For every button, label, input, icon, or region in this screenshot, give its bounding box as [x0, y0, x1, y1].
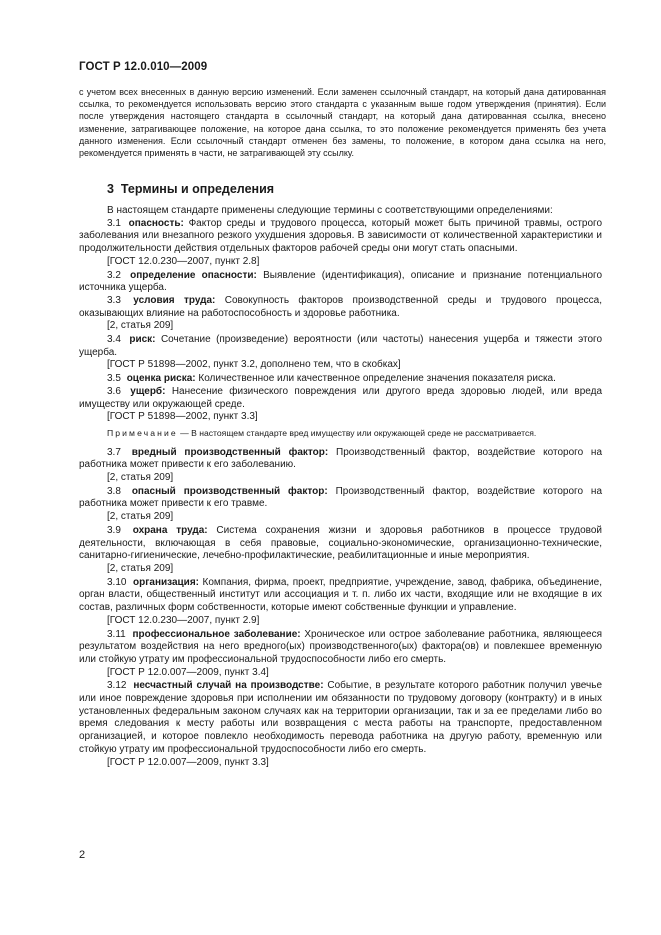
document-header: ГОСТ Р 12.0.010—2009	[79, 61, 208, 73]
term-definition: Нанесение физического повреждения или другого вреда здоровью людей, или вреда имуществу или окружающей среде.	[79, 385, 603, 410]
term-name: ущерб:	[130, 385, 166, 397]
term-name: опасный производственный фактор:	[131, 485, 328, 497]
term-name: вредный производственный фактор:	[131, 446, 329, 458]
term-source: [2, статья 209]	[107, 562, 174, 574]
term-name: условия труда:	[133, 294, 216, 306]
term-entry	[79, 386, 602, 411]
term-entry	[79, 525, 602, 563]
term-name: опасность:	[128, 217, 184, 229]
term-source: [2, статья 209]	[107, 472, 174, 484]
term-number: 3.8	[107, 485, 121, 497]
term-number: 3.7	[107, 446, 121, 458]
term-source: [ГОСТ 12.0.230—2007, пункт 2.8]	[107, 255, 260, 267]
term-definition: Хроническое или острое заболевание работника, являющееся результатом воздействия на него вредного(ых) производственного(ых) фактора(ов) и повлекшее временную или стойкую утрату им профессиональной трудоспособности либо его смерть.	[79, 628, 602, 665]
term-definition: Событие, в результате которого работник получил увечье или иное повреждение здоровья при исполнении им обязанности по трудовому договору (контракту) и в иных установленных федеральным законом случаях как на территории организации, так и за ее пределами либо во время следования к месту работы или возвращения с места работы на транспорте, предоставленном организацией, и которое повлекло необходимость перевода работника на другую работу, временную или стойкую утрату им профессиональной трудоспособности либо его смерть.	[79, 680, 603, 755]
term-definition: Фактор среды и трудового процесса, который может быть причиной травмы, острого заболевания или внезапного резкого ухудшения здоровья. В зависимости от количественной характеристики и продолжительности действия отдельных факторов рабочей среды они могут стать опасными.	[79, 217, 603, 255]
term-entry	[79, 373, 602, 386]
section-number: 3	[107, 182, 114, 196]
term-number: 3.9	[107, 524, 121, 536]
term-definition: Производственный фактор, воздействие которого на работника может привести к его заболеванию.	[79, 446, 603, 471]
term-number: 3.10	[107, 576, 127, 588]
term-name: организация:	[133, 576, 199, 588]
term-name: риск:	[129, 334, 156, 346]
term-source: [ГОСТ Р 12.0.007—2009, пункт 3.3]	[107, 756, 269, 768]
term-source: [2, статья 209]	[107, 511, 174, 523]
term-source: [ГОСТ 12.0.230—2007, пункт 2.9]	[107, 614, 260, 626]
term-name: оценка риска:	[126, 373, 196, 385]
term-definition: Компания, фирма, проект, предприятие, учреждение, завод, фабрика, объединение, орган власти, общественный институт или ассоциация и т. п. либо их части, входящие или не входящие в их состав, различных форм собственности, которые имеют собственные функции и управление.	[79, 576, 602, 614]
term-number: 3.1	[107, 217, 121, 229]
page-number: 2	[79, 849, 86, 861]
term-source: [ГОСТ Р 12.0.007—2009, пункт 3.4]	[107, 666, 269, 678]
term-source: [2, статья 209]	[107, 320, 174, 332]
term-number: 3.2	[107, 269, 121, 281]
term-name: несчастный случай на производстве:	[133, 680, 324, 692]
intro-text: с учетом всех внесенных в данную версию изменений. Если заменен ссылочный стандарт, на который дана датированная ссылка, то рекомендуется использовать версию этого стандарта с указанным выше годом утверждения (принятия). Если после утверждения настоящего стандарта в ссылочный стандарт, на который дана датированная ссылка, внесено изменение, затрагивающее положение, на которое дана ссылка, то это положение рекомендуется применять без учета данного изменения. Если ссылочный стандарт отменен без замены, то положение, в котором дана ссылка на него, рекомендуется применять в части, не затрагивающей эту ссылку.	[79, 87, 606, 159]
term-source: [ГОСТ Р 51898—2002, пункт 3.3]	[107, 411, 258, 423]
term-entry	[79, 270, 602, 295]
term-entry	[79, 629, 602, 667]
term-entry	[79, 295, 602, 320]
note	[79, 427, 602, 440]
term-definition: Количественное или качественное определение значения показателя риска.	[198, 373, 556, 385]
term-entry	[79, 680, 602, 756]
term-entry	[79, 577, 602, 615]
note-label: Примечание	[107, 427, 178, 438]
intro-paragraph	[79, 86, 606, 159]
term-entry	[79, 218, 602, 256]
term-number: 3.11	[107, 628, 126, 640]
term-number: 3.6	[107, 385, 121, 397]
section-title-text: Термины и определения	[120, 182, 275, 196]
term-number: 3.5	[107, 373, 121, 385]
term-definition: Выявление (идентификация), описание и признание потенциального источника ущерба.	[79, 269, 603, 294]
term-name: профессиональное заболевание:	[132, 628, 301, 640]
term-number: 3.12	[107, 680, 127, 692]
term-definition: Совокупность факторов производственной среды и трудового процесса, оказывающих влияние на работоспособность и здоровье работника.	[79, 294, 602, 319]
term-entry	[79, 334, 602, 359]
term-entry	[79, 447, 602, 472]
section-title	[107, 182, 274, 196]
term-name: определение опасности:	[130, 269, 257, 281]
terms-section	[79, 205, 602, 770]
term-name: охрана труда:	[132, 524, 208, 536]
note-text: — В настоящем стандарте вред имуществу или окружающей среде не рассматривается.	[177, 427, 537, 438]
preamble: В настоящем стандарте применены следующие термины с соответствующими определениями:	[107, 205, 553, 216]
term-definition: Сочетание (произведение) вероятности (или частоты) нанесения ущерба и тяжести этого ущерба.	[79, 334, 603, 358]
term-number: 3.4	[107, 334, 121, 346]
term-entry	[79, 486, 602, 511]
term-definition: Производственный фактор, воздействие которого на работника может привести к его травме.	[79, 485, 603, 510]
term-definition: Система сохранения жизни и здоровья работников в процессе трудовой деятельности, включающая в себя правовые, социально-экономические, организационно-технические, санитарно-гигиенические, лечебно-профилактические, реабилитационные и иные мероприятия.	[79, 524, 602, 562]
term-source: [ГОСТ Р 51898—2002, пункт 3.2, дополнено тем, что в скобках]	[107, 359, 401, 371]
term-number: 3.3	[107, 294, 121, 306]
